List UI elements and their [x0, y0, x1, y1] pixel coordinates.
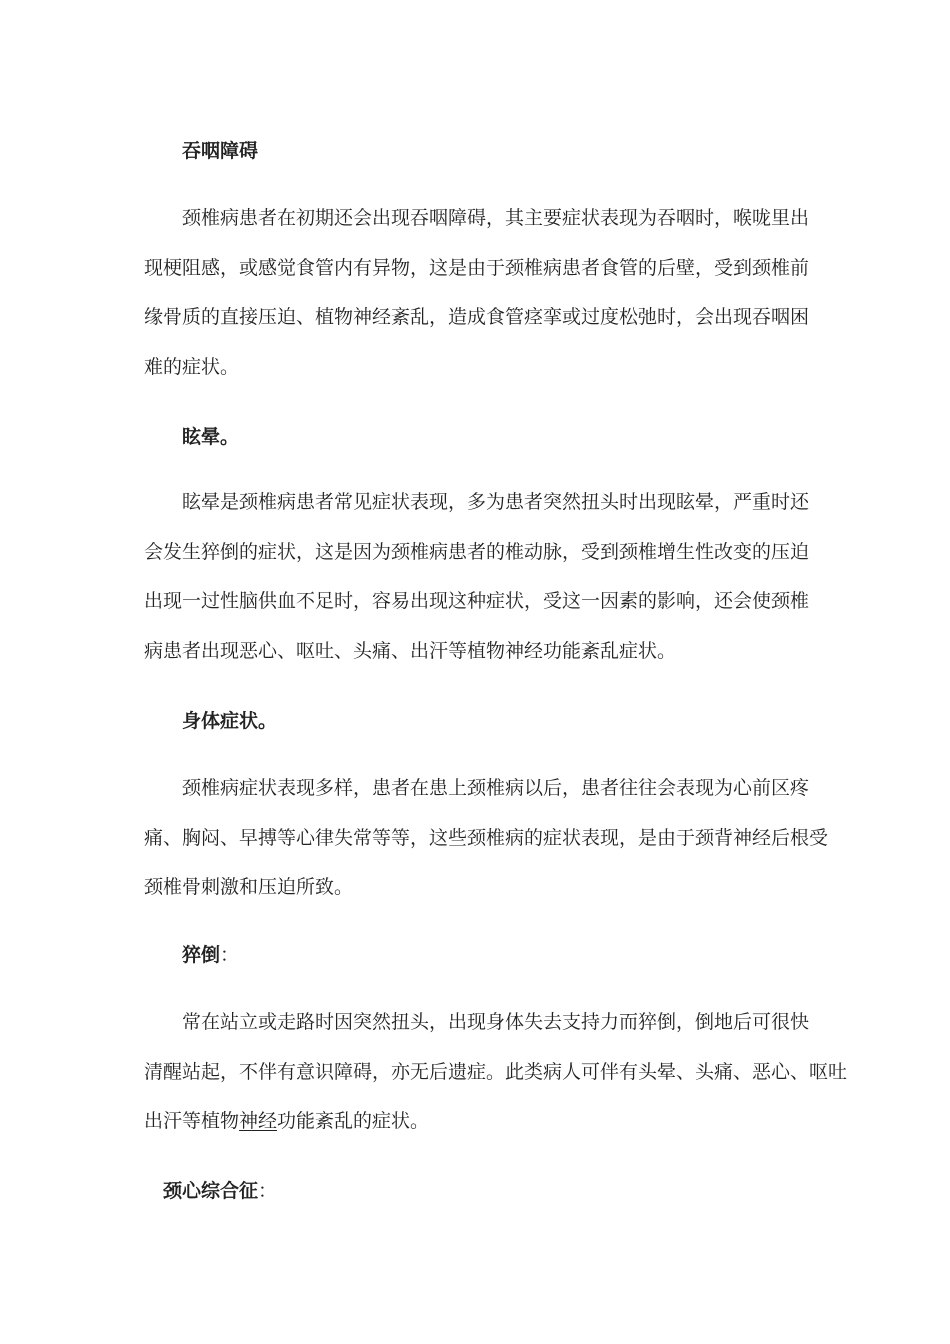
paragraph-line: 痛、胸闷、早搏等心律失常等等，这些颈椎病的症状表现，是由于颈背神经后根受	[144, 826, 829, 849]
heading-text: 眩晕。	[182, 426, 240, 448]
paragraph-sudden-fall	[144, 998, 848, 1147]
paragraph-line: 眩晕是颈椎病患者常见症状表现，多为患者突然扭头时出现眩晕，严重时还	[182, 491, 810, 513]
heading-text: 颈心综合征	[163, 1180, 259, 1202]
paragraph-line: 颈椎病症状表现多样，患者在患上颈椎病以后，患者往往会表现为心前区疼	[182, 777, 810, 799]
heading-text: 吞咽障碍	[182, 140, 259, 162]
paragraph-line: 颈椎骨刺激和压迫所致。	[144, 876, 354, 898]
paragraph-line: 出现一过性脑供血不足时，容易出现这种症状，受这一因素的影响，还会使颈椎	[144, 590, 810, 612]
section-heading-sudden-fall	[182, 942, 239, 968]
heading-text: 猝倒	[182, 944, 221, 966]
paragraph-line: 现梗阻感，或感觉食管内有异物，这是由于颈椎病患者食管的后壁，受到颈椎前	[144, 256, 810, 279]
heading-colon: ：	[220, 944, 240, 966]
line-text: 功能紊乱的症状。	[277, 1110, 430, 1132]
paragraph-line: 颈椎病患者在初期还会出现吞咽障碍，其主要症状表现为吞咽时，喉咙里出	[182, 207, 810, 229]
paragraph-line	[144, 1097, 808, 1147]
paragraph-line: 会发生猝倒的症状，这是因为颈椎病患者的椎动脉，受到颈椎增生性改变的压迫	[144, 540, 810, 563]
heading-text: 身体症状。	[182, 710, 278, 732]
paragraph-line: 病患者出现恶心、呕吐、头痛、出汗等植物神经功能紊乱症状。	[144, 639, 677, 662]
paragraph-line: 清醒站起，不伴有意识障碍，亦无后遗症。此类病人可伴有头晕、头痛、恶心、呕吐	[144, 1060, 848, 1083]
section-heading-dysphagia	[182, 138, 258, 164]
paragraph-line: 缘骨质的直接压迫、植物神经紊乱，造成食管痉挛或过度松弛时，会出现吞咽困	[144, 306, 810, 328]
heading-colon: ：	[258, 1180, 278, 1202]
paragraph-body-symptoms	[144, 764, 829, 913]
paragraph-vertigo	[144, 478, 808, 676]
section-heading-vertigo	[182, 424, 239, 450]
line-text: 出汗等植物	[144, 1110, 240, 1132]
paragraph-line: 常在站立或走路时因突然扭头，出现身体失去支持力而猝倒，倒地后可很快	[182, 1011, 810, 1033]
section-heading-body-symptoms	[182, 708, 277, 734]
underlined-text: 神经	[239, 1110, 278, 1132]
paragraph-dysphagia	[144, 194, 808, 392]
section-heading-cervical-cardiac-syndrome	[163, 1178, 277, 1204]
paragraph-line: 难的症状。	[144, 355, 240, 378]
